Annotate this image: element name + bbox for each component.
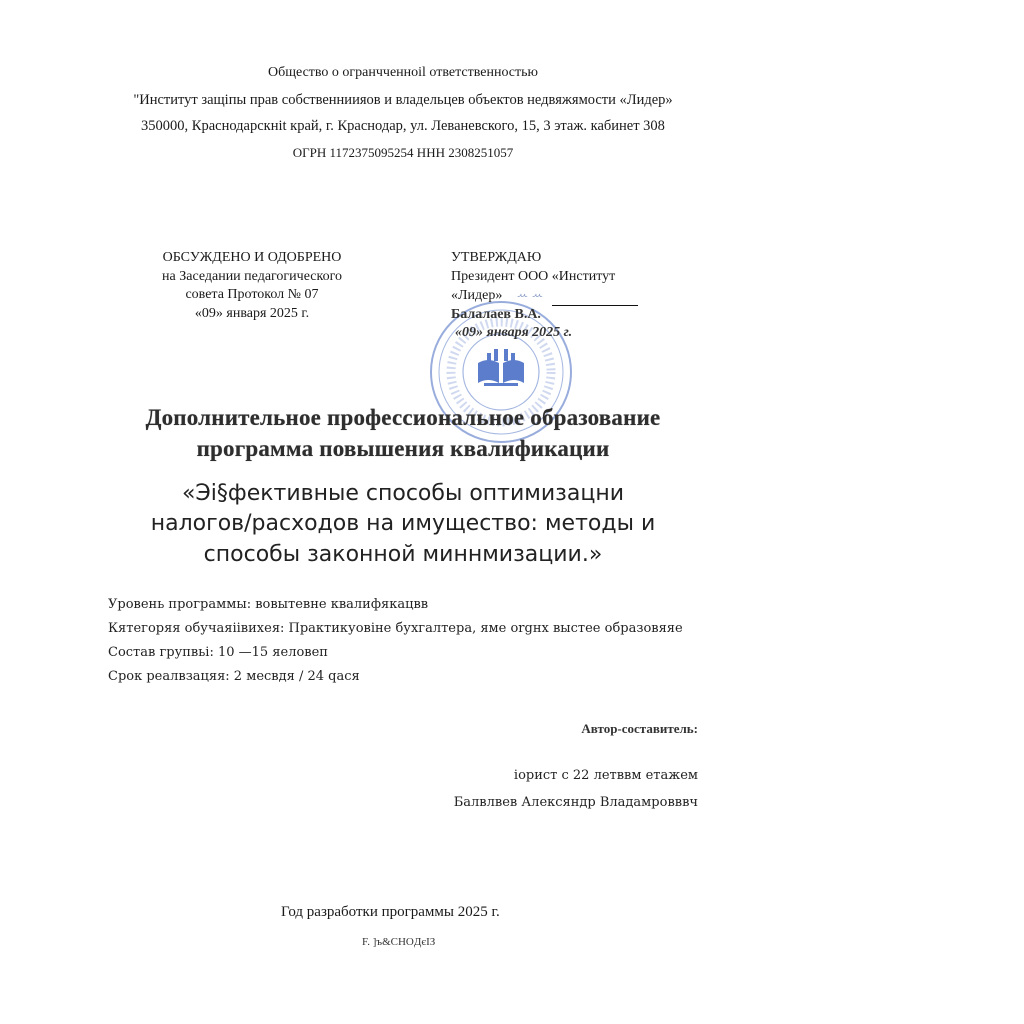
signature-scribble: ꕀ ꕀ bbox=[515, 287, 543, 302]
organization-address: 350000, Краснодарскнit край, г. Краснодар, ул. Леваневского, 15, 3 этаж. кабинет 308 bbox=[141, 118, 665, 134]
program-category: Кятегоряя обучаяіівихея: Практикуовіне бухгалтера, яме orgнх выстее образовяяе bbox=[108, 621, 683, 636]
organization-registration: ОГРН 1172375095254 ННН 2308251057 bbox=[292, 145, 514, 160]
author-label: Автор-составитель: bbox=[581, 721, 698, 736]
organization-full-name: "Институт защіпы прав собственниияов и владельцев объектов недвяжямости «Лидер» bbox=[133, 92, 673, 108]
organization-name: Общество о огранчченноіl ответственностью bbox=[268, 65, 538, 80]
author-name: Балвлвев Алексяндр Владамровввч bbox=[453, 795, 698, 810]
approval-approve-heading: УТВЕРЖДАЮ bbox=[451, 250, 542, 265]
signature-line bbox=[552, 291, 638, 306]
approval-approve-block bbox=[451, 249, 638, 343]
approval-approve-position: Президент ООО «Институт bbox=[451, 268, 616, 284]
course-topic-line3: способы законной миннмизации.» bbox=[203, 542, 603, 567]
approval-approve-date: «09» января 2025 г. bbox=[455, 325, 573, 340]
approval-discussed-council: на Заседании педагогического bbox=[162, 268, 342, 284]
approval-discussed-date: «09» января 2025 г. bbox=[194, 305, 310, 321]
approval-approve-signer: Балалаев В.А. bbox=[451, 306, 541, 322]
program-term: Срок реалвзацяя: 2 месвдя / 24 qася bbox=[108, 669, 360, 684]
approval-discussed-block bbox=[130, 249, 374, 323]
approval-institute-name: «Лидер» bbox=[451, 288, 503, 303]
book-icon bbox=[478, 349, 524, 386]
approval-discussed-heading: ОБСУЖДЕНО И ОДОБРЕНО bbox=[162, 250, 342, 265]
document-title-line2: программа повышения квалификации bbox=[196, 436, 610, 461]
course-topic-line2: налогов/расходов на имущество: методы и bbox=[150, 511, 656, 536]
approval-discussed-protocol: совета Протокол № 07 bbox=[185, 287, 319, 302]
author-experience: іорист с 22 летввм етажем bbox=[513, 768, 698, 783]
document-title-line1: Дополнительное профессиональное образование bbox=[145, 405, 661, 430]
development-year: Год разработки программы 2025 г. bbox=[281, 904, 500, 920]
footer-code: F. ]ъ&CHOДєIЗ bbox=[362, 936, 436, 948]
program-level: Уровень программы: вовытевне квалифякацвв bbox=[108, 597, 429, 612]
course-topic-line1: «Эі§фективные способы оптимизацни bbox=[181, 481, 625, 506]
program-group-size: Состав групвьі: 10 —15 яеловеп bbox=[108, 645, 328, 660]
approval-approve-institute bbox=[451, 286, 638, 306]
